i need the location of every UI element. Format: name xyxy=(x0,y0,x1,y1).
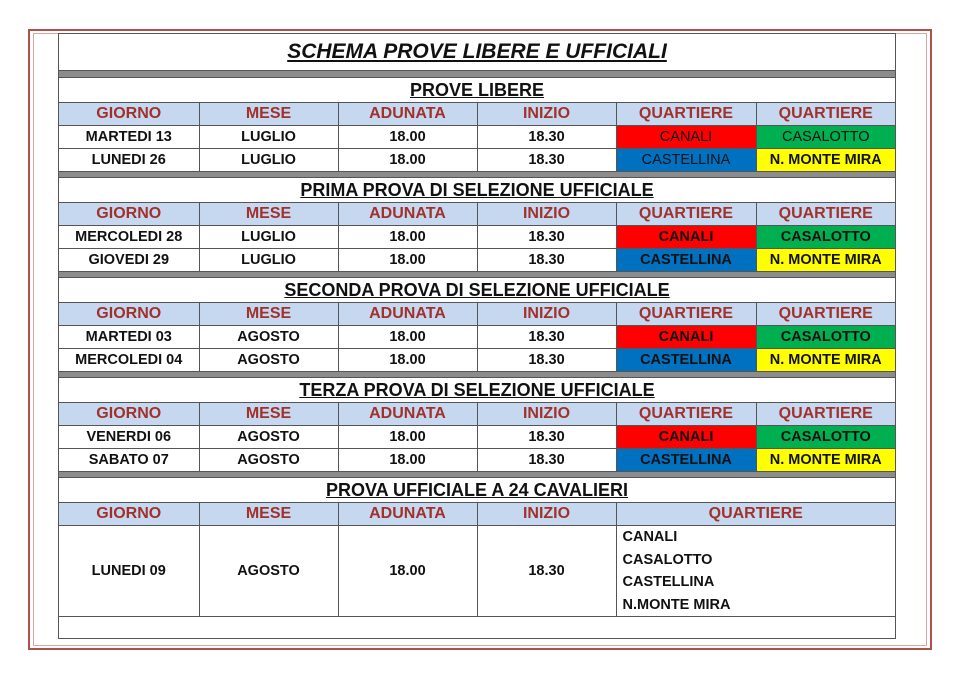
header-adunata: ADUNATA xyxy=(338,503,477,526)
table-row xyxy=(59,326,895,349)
table-row xyxy=(59,349,895,372)
cell-giorno: MARTEDI 03 xyxy=(59,326,199,349)
section-title-prova-ufficiale: PROVA UFFICIALE A 24 CAVALIERI xyxy=(59,478,895,503)
header-row xyxy=(59,403,895,426)
header-inizio: INIZIO xyxy=(477,103,616,126)
cell-inizio: 18.30 xyxy=(477,149,616,172)
header-inizio: INIZIO xyxy=(477,303,616,326)
cell-giorno: LUNEDI 26 xyxy=(59,149,199,172)
header-row xyxy=(59,103,895,126)
cell-mese: LUGLIO xyxy=(199,226,338,249)
header-adunata: ADUNATA xyxy=(338,203,477,226)
cell-quartiere-canali: CANALI xyxy=(616,126,756,149)
header-mese: MESE xyxy=(199,503,338,526)
divider-bar xyxy=(59,71,895,78)
table-row xyxy=(59,449,895,472)
table-row xyxy=(59,426,895,449)
header-mese: MESE xyxy=(199,303,338,326)
cell-quartiere-canali: CANALI xyxy=(616,226,756,249)
header-giorno: GIORNO xyxy=(59,503,199,526)
header-giorno: GIORNO xyxy=(59,303,199,326)
table-row xyxy=(59,249,895,272)
header-row xyxy=(59,203,895,226)
header-quartiere: QUARTIERE xyxy=(756,103,895,126)
quartieri-list xyxy=(616,526,895,617)
list-item: CASALOTTO xyxy=(622,551,713,568)
header-adunata: ADUNATA xyxy=(338,403,477,426)
list-item: CANALI xyxy=(622,529,678,545)
header-inizio: INIZIO xyxy=(477,503,616,526)
cell-adunata: 18.00 xyxy=(338,249,477,272)
cell-adunata: 18.00 xyxy=(338,426,477,449)
cell-mese: AGOSTO xyxy=(199,349,338,372)
header-mese: MESE xyxy=(199,103,338,126)
cell-mese: AGOSTO xyxy=(199,449,338,472)
header-mese: MESE xyxy=(199,403,338,426)
cell-giorno: SABATO 07 xyxy=(59,449,199,472)
cell-adunata: 18.00 xyxy=(338,226,477,249)
cell-adunata: 18.00 xyxy=(338,349,477,372)
table-row xyxy=(59,126,895,149)
cell-quartiere-castellina: CASTELLINA xyxy=(616,249,756,272)
header-quartiere: QUARTIERE xyxy=(616,503,895,526)
table-row xyxy=(59,526,895,617)
cell-adunata: 18.00 xyxy=(338,149,477,172)
cell-mese: AGOSTO xyxy=(199,326,338,349)
cell-quartiere-monte-mira: N. MONTE MIRA xyxy=(756,449,895,472)
cell-quartiere-canali: CANALI xyxy=(616,326,756,349)
header-row xyxy=(59,503,895,526)
cell-quartiere-monte-mira: N. MONTE MIRA xyxy=(756,349,895,372)
cell-inizio: 18.30 xyxy=(477,126,616,149)
header-quartiere: QUARTIERE xyxy=(756,303,895,326)
table-row xyxy=(59,226,895,249)
cell-mese: LUGLIO xyxy=(199,149,338,172)
cell-adunata: 18.00 xyxy=(338,126,477,149)
table-row xyxy=(59,149,895,172)
cell-mese: AGOSTO xyxy=(199,526,338,617)
cell-giorno: MERCOLEDI 28 xyxy=(59,226,199,249)
header-quartiere: QUARTIERE xyxy=(756,203,895,226)
cell-mese: AGOSTO xyxy=(199,426,338,449)
cell-giorno: LUNEDI 09 xyxy=(59,526,199,617)
header-adunata: ADUNATA xyxy=(338,103,477,126)
list-item: N.MONTE MIRA xyxy=(622,596,731,613)
header-giorno: GIORNO xyxy=(59,103,199,126)
section-title-prove-libere: PROVE LIBERE xyxy=(59,78,895,103)
cell-inizio: 18.30 xyxy=(477,426,616,449)
cell-quartiere-castellina: CASTELLINA xyxy=(616,149,756,172)
header-inizio: INIZIO xyxy=(477,203,616,226)
cell-quartiere-casalotto: CASALOTTO xyxy=(756,126,895,149)
header-quartiere: QUARTIERE xyxy=(616,203,756,226)
cell-quartiere-castellina: CASTELLINA xyxy=(616,349,756,372)
cell-adunata: 18.00 xyxy=(338,326,477,349)
section-title-terza-prova: TERZA PROVA DI SELEZIONE UFFICIALE xyxy=(59,378,895,403)
section-title-seconda-prova: SECONDA PROVA DI SELEZIONE UFFICIALE xyxy=(59,278,895,303)
cell-mese: LUGLIO xyxy=(199,249,338,272)
header-inizio: INIZIO xyxy=(477,403,616,426)
cell-quartiere-casalotto: CASALOTTO xyxy=(756,426,895,449)
header-giorno: GIORNO xyxy=(59,403,199,426)
cell-inizio: 18.30 xyxy=(477,326,616,349)
cell-inizio: 18.30 xyxy=(477,249,616,272)
cell-quartiere-casalotto: CASALOTTO xyxy=(756,326,895,349)
section-title-prima-prova: PRIMA PROVA DI SELEZIONE UFFICIALE xyxy=(59,178,895,203)
cell-inizio: 18.30 xyxy=(477,226,616,249)
cell-giorno: MARTEDI 13 xyxy=(59,126,199,149)
header-quartiere: QUARTIERE xyxy=(616,303,756,326)
cell-quartiere-canali: CANALI xyxy=(616,426,756,449)
header-mese: MESE xyxy=(199,203,338,226)
cell-quartiere-casalotto: CASALOTTO xyxy=(756,226,895,249)
header-quartiere: QUARTIERE xyxy=(616,103,756,126)
cell-giorno: VENERDI 06 xyxy=(59,426,199,449)
cell-adunata: 18.00 xyxy=(338,526,477,617)
cell-inizio: 18.30 xyxy=(477,349,616,372)
table-terza-prova xyxy=(59,403,895,472)
cell-quartiere-castellina: CASTELLINA xyxy=(616,449,756,472)
cell-inizio: 18.30 xyxy=(477,449,616,472)
header-adunata: ADUNATA xyxy=(338,303,477,326)
cell-giorno: MERCOLEDI 04 xyxy=(59,349,199,372)
header-giorno: GIORNO xyxy=(59,203,199,226)
table-prima-prova xyxy=(59,203,895,272)
schedule-sheet xyxy=(58,33,896,639)
table-prove-libere xyxy=(59,103,895,172)
header-quartiere: QUARTIERE xyxy=(756,403,895,426)
table-seconda-prova xyxy=(59,303,895,372)
cell-giorno: GIOVEDI 29 xyxy=(59,249,199,272)
header-quartiere: QUARTIERE xyxy=(616,403,756,426)
cell-adunata: 18.00 xyxy=(338,449,477,472)
cell-inizio: 18.30 xyxy=(477,526,616,617)
list-item: CASTELLINA xyxy=(622,574,715,590)
header-row xyxy=(59,303,895,326)
cell-quartiere-monte-mira: N. MONTE MIRA xyxy=(756,149,895,172)
cell-quartiere-monte-mira: N. MONTE MIRA xyxy=(756,249,895,272)
table-prova-ufficiale xyxy=(59,503,895,617)
cell-mese: LUGLIO xyxy=(199,126,338,149)
page-title: SCHEMA PROVE LIBERE E UFFICIALI xyxy=(59,34,895,71)
